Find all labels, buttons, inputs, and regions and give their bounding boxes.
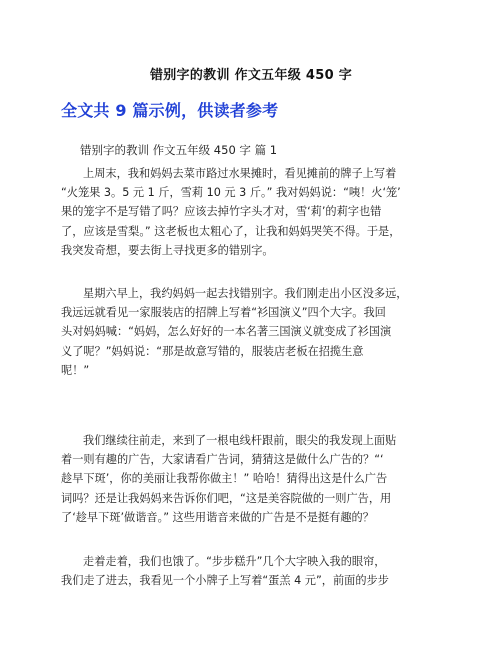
paragraph-line: 义了呢？”妈妈说：“那是故意写错的，服装店老板在招揽生意	[61, 344, 364, 358]
paragraph-line: 我们继续往前走，来到了一根电线杆跟前，眼尖的我发现上面贴	[83, 434, 397, 447]
paragraph-line: 呢！”	[61, 363, 90, 377]
paragraph-line: 果的笼字不是写错了吗？应该去掉竹字头才对，雪‘莉’的莉字也错	[61, 205, 382, 219]
paragraph-line: 着一则有趣的广告，大家请看广告词，猜猜这是做什么广告的？“‘	[61, 453, 384, 467]
paragraph-2	[61, 284, 441, 380]
paragraph-line: 了‘趁早下斑’做谐音。” 这些用谐音来做的广告是不是挺有趣的？	[61, 510, 374, 524]
paragraph-line: 趁早下斑’，你的美丽让我帮你做主！” 哈哈！猜得出这是什么广告	[61, 472, 388, 486]
article-count-banner: 全文共 9 篇示例，供读者参考	[61, 101, 279, 120]
essay-subheading: 错别字的教训 作文五年级 450 字 篇 1	[80, 143, 278, 157]
paragraph-3	[61, 431, 441, 527]
paragraph-1	[61, 164, 441, 260]
document-title: 错别字的教训 作文五年级 450 字	[149, 68, 353, 83]
paragraph-line: 头对妈妈喊：“妈妈，怎么好好的一本名著三国演义就变成了衫国演	[61, 325, 392, 339]
paragraph-line: 星期六早上，我约妈妈一起去找错别字。我们刚走出小区没多远，	[83, 287, 408, 300]
paragraph-line: 上周末，我和妈妈去菜市路过水果摊时，看见摊前的牌子上写着	[83, 167, 397, 180]
paragraph-line: 我远远就看见一家服装店的招牌上写着“衫国演义”四个大字。我回	[61, 306, 386, 320]
paragraph-4	[61, 552, 441, 590]
paragraph-line: 了，应该是雪梨。” 这老板也太粗心了，让我和妈妈哭笑不得。于是，	[61, 224, 401, 238]
paragraph-line: “火笼果 3。5 元 1 斤，雪莉 10 元 3 斤。” 我对妈妈说：“咦！火‘笼’	[61, 186, 401, 200]
paragraph-line: 我突发奇想，要去街上寻找更多的错别字。	[61, 243, 274, 257]
paragraph-line: 词吗？还是让我妈妈来告诉你们吧，“这是美容院做的一则广告，用	[61, 491, 392, 505]
paragraph-line: 走着走着，我们也饿了。“步步糕升”几个大字映入我的眼帘，	[83, 555, 386, 568]
paragraph-line: 我们走了进去，我看见一个小牌子上写着“蛋羔 4 元”，前面的步步	[61, 574, 389, 588]
